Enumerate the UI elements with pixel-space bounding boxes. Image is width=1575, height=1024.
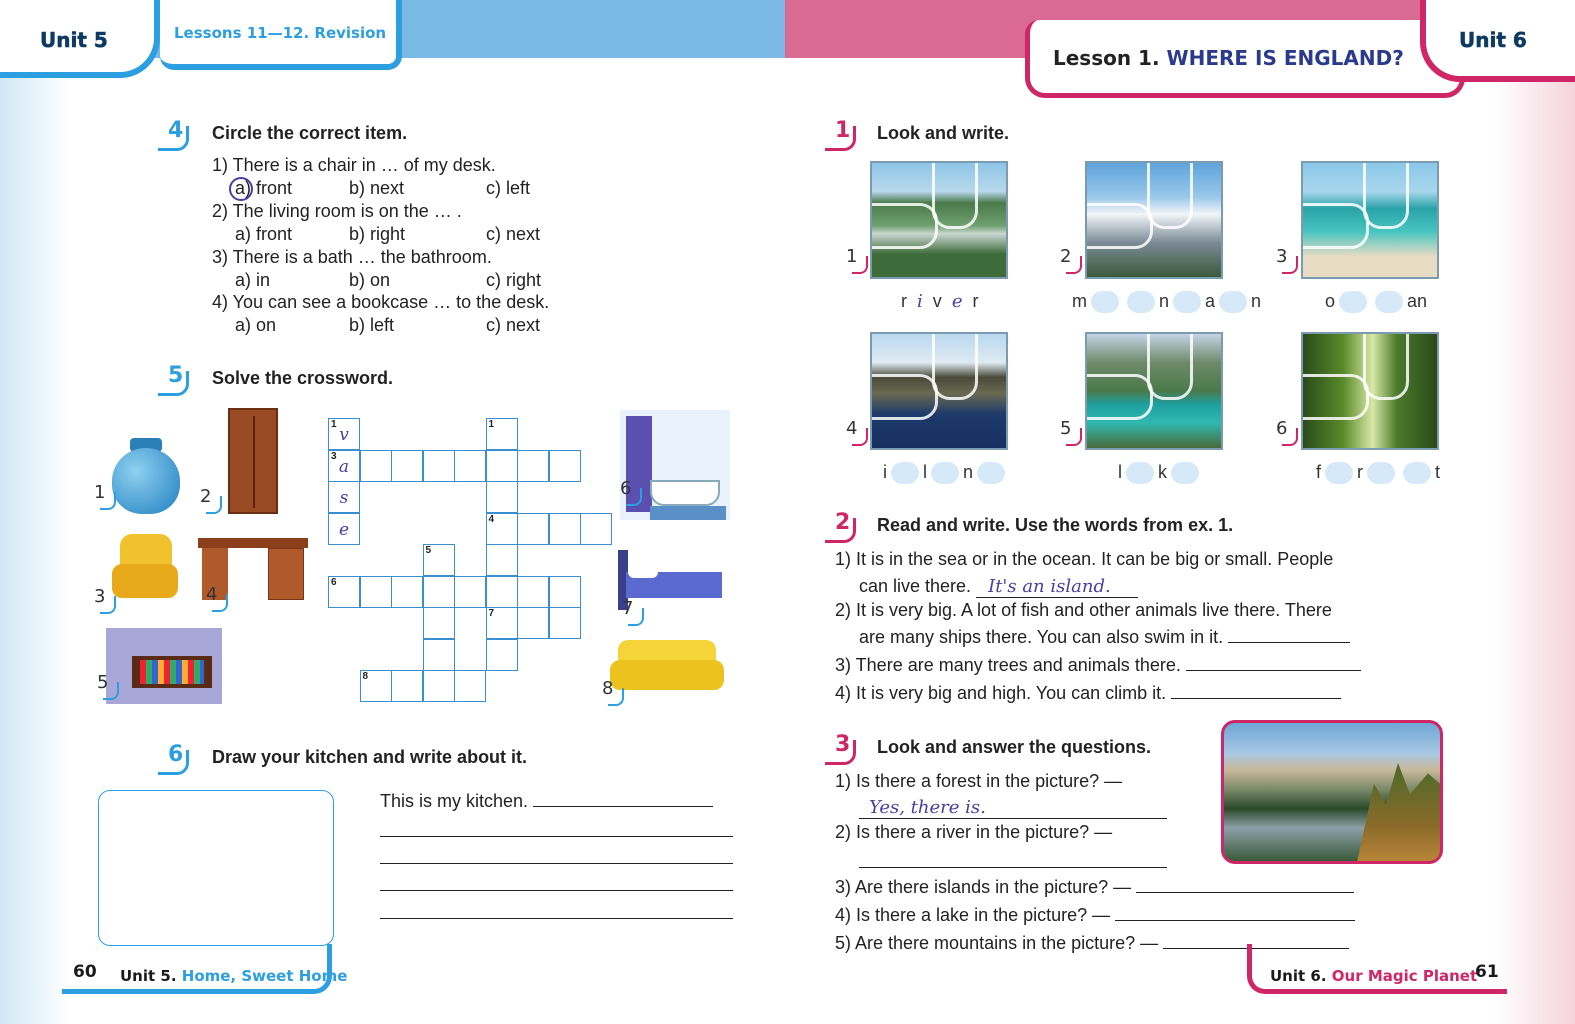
crossword-cell[interactable] [328,481,360,513]
crossword-cell[interactable] [423,670,455,702]
ex4-q4-a[interactable]: a) on [235,315,277,335]
photo-number-1: 1 [846,246,858,267]
crossword-cell[interactable] [391,576,423,608]
crossword-cell[interactable] [328,513,360,545]
crossword-letter: e [338,519,350,540]
mountain-photo [1085,161,1223,279]
ex3-q1: 1) Is there a forest in the picture? — [835,771,1123,791]
river-photo [870,161,1008,279]
footer-unit-left: Unit 5. Home, Sweet Home [120,967,348,985]
word-5[interactable]: l k [1118,462,1203,484]
photo-number-3: 3 [1276,246,1288,267]
ex3-answer-3[interactable] [1136,877,1354,893]
unit-label: Unit 5 [40,28,108,52]
crossword-cell[interactable] [486,607,518,639]
ex4-q3-a[interactable]: a) in [235,270,271,290]
left-page [0,0,785,1024]
ex5-number: 5 [168,363,184,388]
ex3-answer-1[interactable]: Yes, there is. [859,797,1167,819]
ex4-q1-a[interactable]: a) front [235,178,293,198]
photo-number-5: 5 [1060,418,1072,439]
ex4-q2-c[interactable]: c) next [486,224,541,244]
clue-number: 3 [331,450,337,462]
ex2-item1-line1: 1) It is in the sea or in the ocean. It can be big or small. People [835,549,1334,569]
ex2-item4: 4) It is very big and high. You can climb it. [835,683,1341,704]
ex4-q3-b[interactable]: b) on [349,270,391,290]
crossword-cell[interactable] [391,450,423,482]
crossword-cell[interactable] [360,450,392,482]
ex1-number: 1 [835,118,851,143]
clue-number: 4 [488,513,495,525]
crossword-cell[interactable] [517,513,549,545]
ex2-item3: 3) There are many trees and animals there. [835,655,1361,676]
crossword-cell[interactable] [391,670,423,702]
ex3-title: Look and answer the questions. [877,737,1152,757]
ex4-q1: 1) There is a chair in … of my desk. [212,155,496,175]
ex6-title: Draw your kitchen and write about it. [212,747,528,767]
ex5-title: Solve the crossword. [212,368,394,388]
ex2-answer-3[interactable] [1186,655,1361,671]
lesson-label: Lessons 11—12. Revision [174,24,387,42]
word-3[interactable]: o an [1325,291,1427,313]
crossword-cell[interactable] [328,450,360,482]
island-photo [870,332,1008,450]
ex4-q4: 4) You can see a bookcase … to the desk. [212,292,550,312]
ex4-title: Circle the correct item. [212,123,408,143]
word-6[interactable]: f r t [1316,462,1440,484]
kitchen-line-1[interactable] [380,836,733,837]
word-2[interactable]: m n a n [1072,291,1261,313]
unit6-label: Unit 6 [1459,28,1527,52]
kitchen-line-4[interactable] [380,918,733,919]
crossword-cell[interactable] [486,544,518,576]
crossword-cell[interactable] [486,513,518,545]
clue-number: 1 [331,419,337,430]
ex4-q4-b[interactable]: b) left [349,315,395,335]
crossword-cell[interactable] [423,607,455,639]
ex2-item2-line2: are many ships there. You can also swim in it. [859,627,1350,648]
kitchen-starter: This is my kitchen. [380,791,713,812]
crossword-cell[interactable] [486,576,518,608]
word-4[interactable]: i l n [883,462,1009,484]
crossword-cell[interactable] [360,670,392,702]
page-number-left: 60 [73,962,97,982]
pic-number-3: 3 [94,586,106,607]
crossword-cell[interactable] [580,513,612,545]
footer-title-left: Home, Sweet Home [181,967,348,985]
ex3-q4: 4) Is there a lake in the picture? — [835,905,1355,926]
pic-number-1: 1 [94,482,106,503]
pic-number-6: 6 [620,478,632,499]
crossword-cell[interactable] [549,576,581,608]
crossword-cell[interactable] [328,418,360,450]
crossword-cell[interactable] [423,450,455,482]
ex3-q3: 3) Are there islands in the picture? — [835,877,1354,898]
crossword-cell[interactable] [486,418,518,450]
crossword-letter: s [339,488,349,508]
footer-unit-right: Unit 6. Our Magic Planet [1270,967,1478,985]
ex4-q2-a[interactable]: a) front [235,224,293,244]
clue-number: 8 [362,671,369,682]
forest-photo [1301,332,1439,450]
footer-title-right: Our Magic Planet [1331,967,1478,985]
ex4-q2: 2) The living room is on the … . [212,201,462,221]
crossword-cell[interactable] [549,513,581,545]
ex2-answer-2[interactable] [1228,627,1350,643]
ex2-answer-1[interactable]: It's an island. [976,576,1138,598]
ex1-title: Look and write. [877,123,1010,143]
ex2-number: 2 [835,510,851,535]
crossword-cell[interactable] [517,576,549,608]
clue-number: 6 [331,576,337,588]
ex2-item2-line1: 2) It is very big. A lot of fish and other animals live there. There [835,600,1332,620]
page-number-right: 61 [1475,962,1499,982]
pic-number-2: 2 [200,486,212,507]
ex2-title: Read and write. Use the words from ex. 1. [877,515,1234,535]
ex3-answer-4[interactable] [1115,905,1355,921]
lesson-title: WHERE IS ENGLAND? [1166,46,1404,70]
crossword-cell[interactable] [423,544,455,576]
photo-number-4: 4 [846,418,858,439]
landscape-photo [1221,720,1443,864]
ex4-q1-b[interactable]: b) next [349,178,405,198]
pic-number-7: 7 [622,598,634,619]
ex4-q3-c[interactable]: c) right [486,270,542,290]
crossword-cell[interactable] [486,639,518,671]
lesson-label-right: Lesson 1. WHERE IS ENGLAND? [1053,46,1404,70]
ex4-q1-c[interactable]: c) left [486,178,531,198]
ex4-q2-b[interactable]: b) right [349,224,406,244]
ex2-item1-line2: can live there. It's an island. [859,576,1138,598]
ex3-q5: 5) Are there mountains in the picture? — [835,933,1349,954]
crossword-cell[interactable] [454,670,486,702]
lake-photo [1085,332,1223,450]
pic-number-8: 8 [602,678,614,699]
crossword-cell[interactable] [486,450,518,482]
ocean-photo [1301,161,1439,279]
crossword-letter: a [338,456,350,477]
crossword-cell[interactable] [360,576,392,608]
pic-number-4: 4 [206,584,218,605]
crossword-cell[interactable] [486,481,518,513]
kitchen-line-2[interactable] [380,863,733,864]
ex2-answer-4[interactable] [1171,683,1341,699]
ex3-answer-2[interactable] [859,867,1167,868]
crossword-cell[interactable] [517,450,549,482]
pic-number-5: 5 [97,672,109,693]
ex4-q4-c[interactable]: c) next [486,315,541,335]
crossword-cell[interactable] [549,607,581,639]
kitchen-line-3[interactable] [380,890,733,891]
word-1[interactable]: r i v e r [901,291,979,312]
crossword-letter: v [339,425,349,445]
ex4-number: 4 [168,118,184,143]
crossword-cell[interactable] [423,576,455,608]
right-page [785,0,1575,1024]
crossword-cell[interactable] [423,639,455,671]
crossword-cell[interactable] [328,576,360,608]
ex3-q2: 2) Is there a river in the picture? — [835,822,1113,842]
ex6-number: 6 [168,742,184,767]
clue-number: 7 [488,608,495,619]
crossword-cell[interactable] [549,450,581,482]
kitchen-line-0[interactable] [533,791,713,807]
clue-number: 1 [488,419,495,430]
ex3-number: 3 [835,732,851,757]
crossword-cell[interactable] [454,576,486,608]
clue-number: 5 [425,545,432,556]
ex4-q3: 3) There is a bath … the bathroom. [212,247,492,267]
crossword-cell[interactable] [454,450,486,482]
photo-number-6: 6 [1276,418,1288,439]
drawing-box[interactable] [98,790,334,946]
photo-number-2: 2 [1060,246,1072,267]
crossword-cell[interactable] [517,607,549,639]
